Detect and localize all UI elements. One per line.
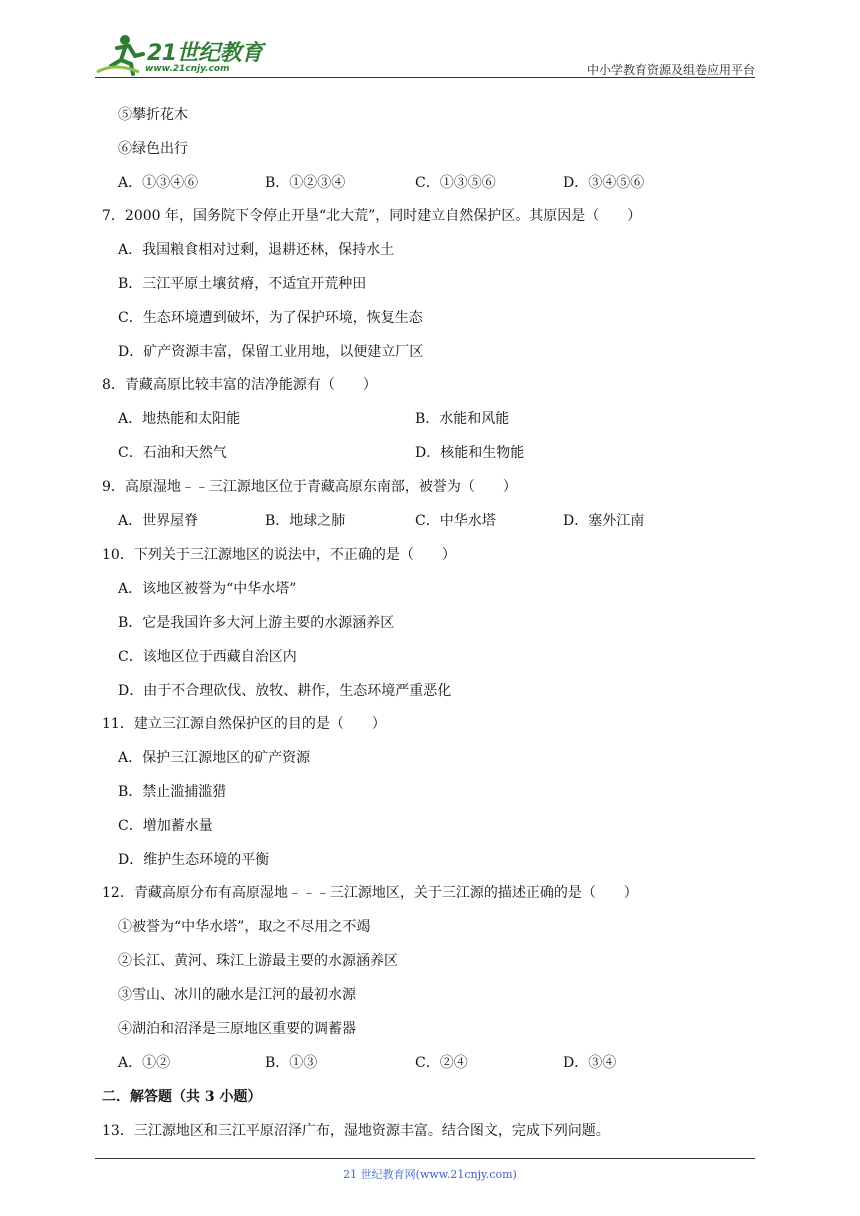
- q7-option-c: C．生态环境遭到破坏，为了保护环境，恢复生态: [118, 310, 423, 326]
- q6-option-c: C．①③⑤⑥: [415, 175, 496, 191]
- q10-option-d: D．由于不合理砍伐、放牧、耕作，生态环境严重恶化: [118, 683, 452, 699]
- q10-option-c: C．该地区位于西藏自治区内: [118, 649, 297, 665]
- q8-option-c: C．石油和天然气: [118, 445, 227, 461]
- q12-option-d: D．③④: [563, 1055, 617, 1071]
- q12-statement-3: ③雪山、冰川的融水是江河的最初水源: [118, 987, 356, 1003]
- logo-url: www.21cnjy.com: [145, 64, 230, 74]
- q10-option-a: A．该地区被誉为“中华水塔”: [118, 581, 297, 597]
- q12-statement-2: ②长江、黄河、珠江上游最主要的水源涵养区: [118, 953, 398, 969]
- q11-option-b: B．禁止滥捕滥猎: [118, 784, 227, 800]
- statement-5: ⑤攀折花木: [118, 107, 188, 123]
- q7-option-b: B．三江平原土壤贫瘠，不适宜开荒种田: [118, 276, 367, 292]
- question-13: 13．三江源地区和三江平原沼泽广布，湿地资源丰富。结合图文，完成下列问题。: [102, 1123, 610, 1139]
- question-11: 11．建立三江源自然保护区的目的是（ ）: [102, 716, 386, 732]
- footer-divider: [95, 1158, 755, 1159]
- question-12: 12．青藏高原分布有高原湿地﹣﹣﹣三江源地区，关于三江源的描述正确的是（ ）: [102, 885, 638, 901]
- page-header: [95, 32, 755, 78]
- q12-statement-1: ①被誉为“中华水塔”，取之不尽用之不竭: [118, 919, 371, 935]
- q12-option-b: B．①③: [265, 1055, 318, 1071]
- logo-text: 21世纪教育: [147, 41, 263, 66]
- section-heading-answers: 二．解答题（共 3 小题）: [102, 1089, 262, 1105]
- q12-option-a: A．①②: [118, 1055, 171, 1071]
- q7-option-d: D．矿产资源丰富，保留工业用地，以便建立厂区: [118, 344, 424, 360]
- question-9: 9．高原湿地﹣﹣三江源地区位于青藏高原东南部，被誉为（ ）: [102, 479, 517, 495]
- q6-option-a: A．①③④⑥: [118, 175, 199, 191]
- q10-option-b: B．它是我国许多大河上游主要的水源涵养区: [118, 615, 395, 631]
- header-divider: [95, 77, 755, 78]
- platform-title: 中小学教育资源及组卷应用平台: [586, 63, 755, 77]
- site-logo: [95, 32, 265, 78]
- q9-option-d: D．塞外江南: [563, 513, 645, 529]
- q12-option-c: C．②④: [415, 1055, 468, 1071]
- q6-option-d: D．③④⑤⑥: [563, 175, 645, 191]
- q11-option-c: C．增加蓄水量: [118, 818, 213, 834]
- q9-option-a: A．世界屋脊: [118, 513, 199, 529]
- q11-option-a: A．保护三江源地区的矿产资源: [118, 750, 311, 766]
- page-footer[interactable]: 21 世纪教育网(www.21cnjy.com): [343, 1168, 517, 1181]
- q11-option-d: D．维护生态环境的平衡: [118, 852, 270, 868]
- question-10: 10．下列关于三江源地区的说法中，不正确的是（ ）: [102, 547, 456, 563]
- q8-option-a: A．地热能和太阳能: [118, 411, 241, 427]
- q8-option-b: B．水能和风能: [415, 411, 510, 427]
- q7-option-a: A．我国粮食相对过剩，退耕还林，保持水土: [118, 242, 395, 258]
- q8-option-d: D．核能和生物能: [415, 445, 525, 461]
- q9-option-c: C．中华水塔: [415, 513, 496, 529]
- q12-statement-4: ④湖泊和沼泽是三原地区重要的调蓄器: [118, 1021, 356, 1037]
- question-7: 7．2000 年，国务院下令停止开垦“北大荒”，同时建立自然保护区。其原因是（ ）: [102, 208, 642, 224]
- statement-6: ⑥绿色出行: [118, 141, 188, 157]
- q6-option-b: B．①②③④: [265, 175, 346, 191]
- question-8: 8．青藏高原比较丰富的洁净能源有（ ）: [102, 377, 377, 393]
- q9-option-b: B．地球之肺: [265, 513, 346, 529]
